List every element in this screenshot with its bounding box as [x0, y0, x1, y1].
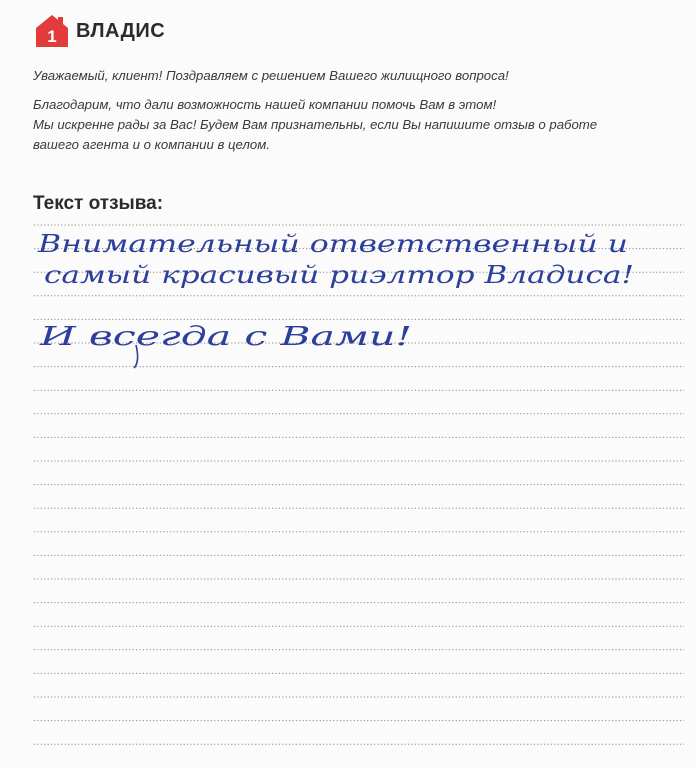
- thanks-line-3: вашего агента и о компании в целом.: [33, 137, 270, 152]
- thanks-line-1: Благодарим, что дали возможность нашей компании помочь Вам в этом!: [33, 97, 497, 112]
- handwritten-line-3: И всегда с Вами!: [38, 322, 412, 352]
- review-heading: Текст отзыва:: [33, 193, 164, 214]
- logo-digit: 1: [47, 27, 57, 46]
- thanks-line-2: Мы искренне рады за Вас! Будем Вам признательны, если Вы напишите отзыв о работе: [33, 117, 598, 132]
- greeting-text: Уважаемый, клиент! Поздравляем с решением Вашего жилищного вопроса!: [33, 68, 509, 83]
- handwritten-line-2: самый красивый риэлтор Владиса!: [44, 261, 634, 289]
- handwritten-line-1: Внимательный ответственный и: [36, 230, 628, 258]
- brand-name: ВЛАДИС: [76, 19, 166, 42]
